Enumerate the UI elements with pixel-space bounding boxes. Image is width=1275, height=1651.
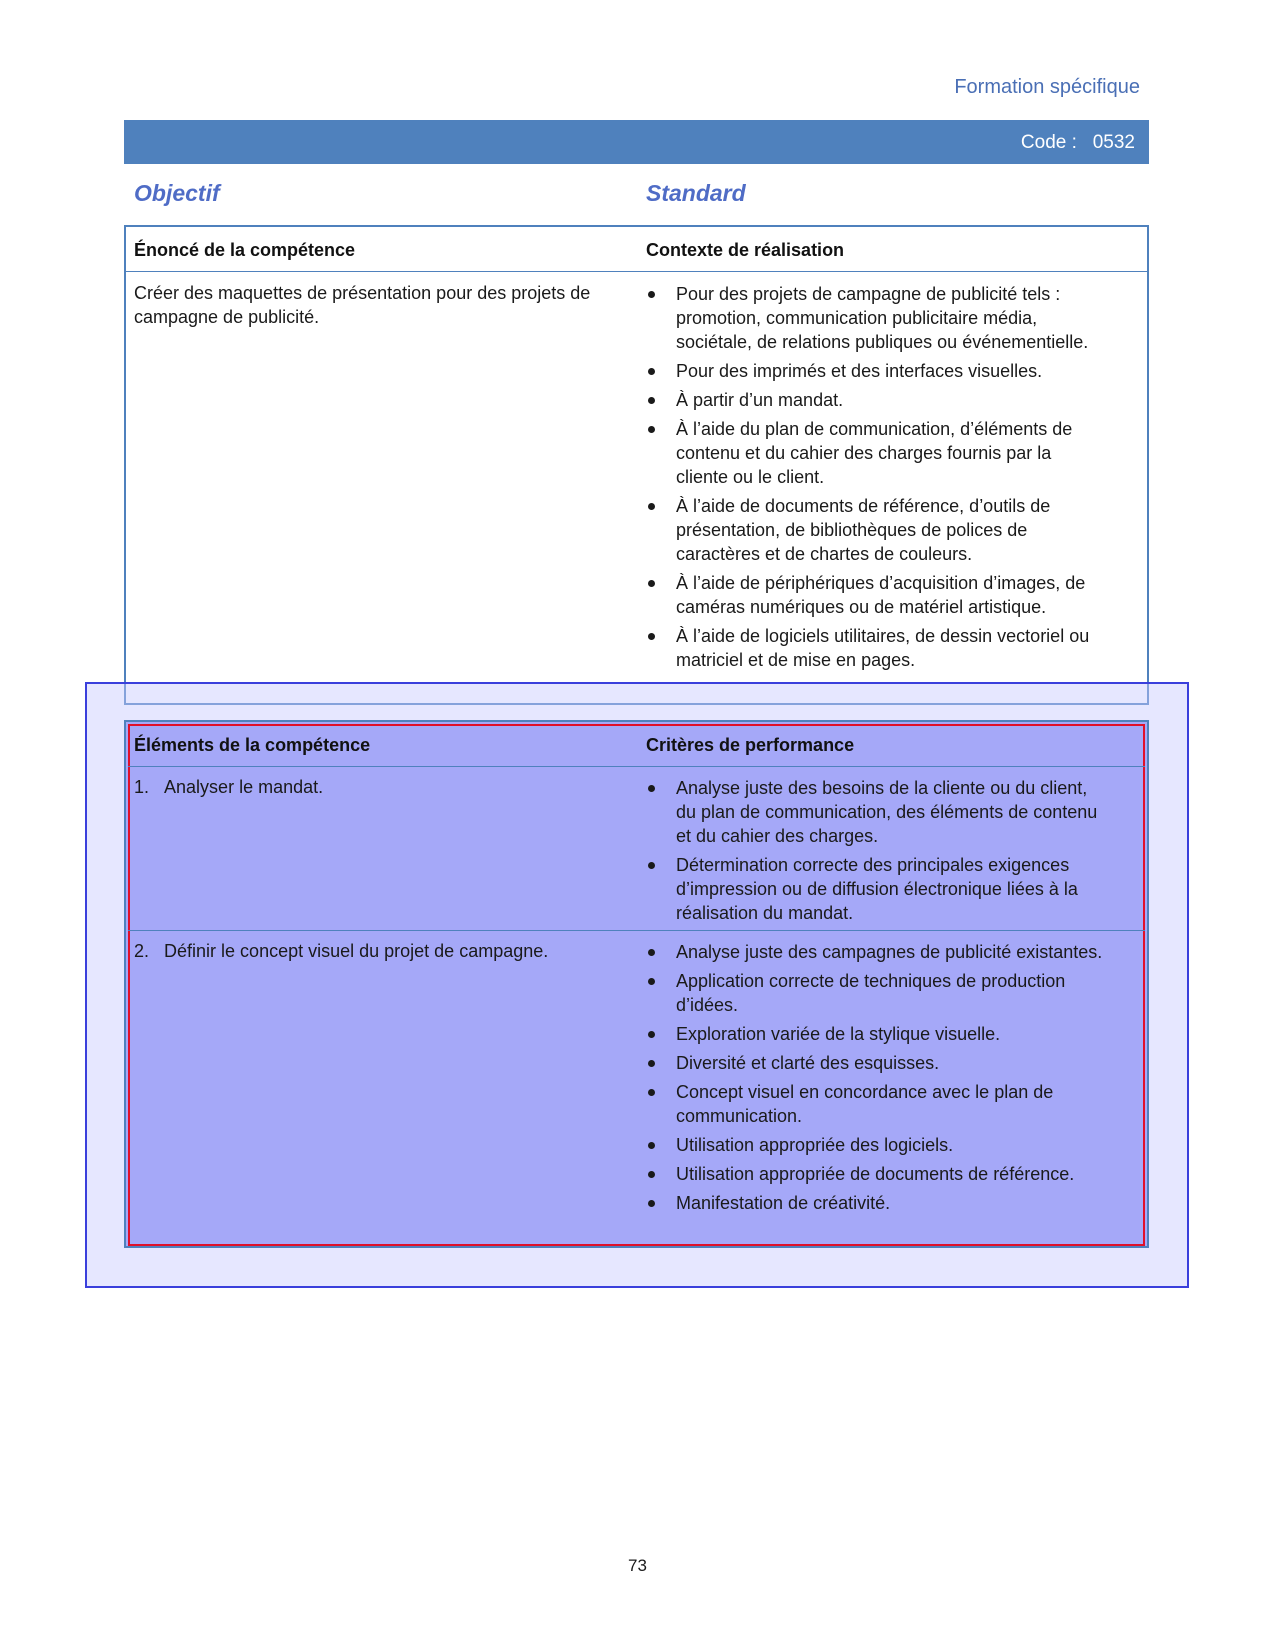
bullet-icon xyxy=(648,426,655,433)
bullet-icon xyxy=(648,397,655,404)
element-row-1 xyxy=(134,775,604,799)
bullet-icon xyxy=(648,368,655,375)
bullet-icon xyxy=(648,291,655,298)
element-number: 2. xyxy=(134,941,150,961)
bullet-icon xyxy=(648,1031,655,1038)
row-divider xyxy=(128,930,1145,931)
element-row-2 xyxy=(134,939,634,963)
page-number: 73 xyxy=(628,1556,647,1575)
context-item: À l’aide de documents de référence, d’outils de présentation, de bibliothèques de polices de caractères et de chartes de couleurs. xyxy=(646,494,1106,566)
element-text: Analyser le mandat. xyxy=(164,777,324,797)
context-item: À partir d’un mandat. xyxy=(646,388,1106,412)
objective-heading: Objectif xyxy=(134,180,220,206)
criteria-item: Concept visuel en concordance avec le plan de communication. xyxy=(646,1080,1106,1128)
elements-heading: Éléments de la compétence xyxy=(134,735,371,755)
criteria-list-2 xyxy=(646,940,1106,1220)
criteria-item: Application correcte de techniques de production d’idées. xyxy=(646,969,1106,1017)
context-heading: Contexte de réalisation xyxy=(646,240,845,260)
context-item: Pour des projets de campagne de publicité tels : promotion, communication publicitaire média, sociétale, de relations publiques ou événementielle. xyxy=(646,282,1106,354)
criteria-item: Exploration variée de la stylique visuelle. xyxy=(646,1022,1106,1046)
bullet-icon xyxy=(648,633,655,640)
standard-heading: Standard xyxy=(646,180,746,206)
competence-statement: Créer des maquettes de présentation pour des projets de campagne de publicité. xyxy=(134,283,591,327)
context-item: À l’aide de logiciels utilitaires, de dessin vectoriel ou matriciel et de mise en pages. xyxy=(646,624,1106,672)
document-header-title: Formation spécifique xyxy=(954,76,1140,98)
context-item: Pour des imprimés et des interfaces visuelles. xyxy=(646,359,1106,383)
context-item: À l’aide de périphériques d’acquisition d’images, de caméras numériques ou de matériel artistique. xyxy=(646,571,1106,619)
bullet-icon xyxy=(648,1171,655,1178)
context-list xyxy=(646,282,1106,677)
element-text: Définir le concept visuel du projet de campagne. xyxy=(164,941,549,961)
competency-code: Code : 0532 xyxy=(1020,132,1135,153)
bullet-icon xyxy=(648,580,655,587)
bullet-icon xyxy=(648,503,655,510)
criteria-item: Diversité et clarté des esquisses. xyxy=(646,1051,1106,1075)
elements-header-divider xyxy=(128,766,1145,767)
criteria-item: Détermination correcte des principales exigences d’impression ou de diffusion électronique liées à la réalisation du mandat. xyxy=(646,853,1106,925)
context-item: À l’aide du plan de communication, d’éléments de contenu et du cahier des charges fournis par la cliente ou le client. xyxy=(646,417,1106,489)
bullet-icon xyxy=(648,862,655,869)
criteria-item: Utilisation appropriée des logiciels. xyxy=(646,1133,1106,1157)
criteria-item: Analyse juste des besoins de la cliente ou du client, du plan de communication, des éléments de contenu et du cahier des charges. xyxy=(646,776,1106,848)
header-divider xyxy=(126,271,1147,272)
bullet-icon xyxy=(648,1142,655,1149)
criteria-list-1 xyxy=(646,776,1106,930)
element-number: 1. xyxy=(134,777,150,797)
criteria-item: Utilisation appropriée de documents de référence. xyxy=(646,1162,1106,1186)
statement-heading: Énoncé de la compétence xyxy=(134,240,356,260)
bullet-icon xyxy=(648,1200,655,1207)
bullet-icon xyxy=(648,949,655,956)
code-bar xyxy=(124,120,1149,164)
bullet-icon xyxy=(648,785,655,792)
criteria-item: Manifestation de créativité. xyxy=(646,1191,1106,1215)
criteria-item: Analyse juste des campagnes de publicité existantes. xyxy=(646,940,1106,964)
criteria-heading: Critères de performance xyxy=(646,735,855,755)
bullet-icon xyxy=(648,1060,655,1067)
bullet-icon xyxy=(648,1089,655,1096)
bullet-icon xyxy=(648,978,655,985)
